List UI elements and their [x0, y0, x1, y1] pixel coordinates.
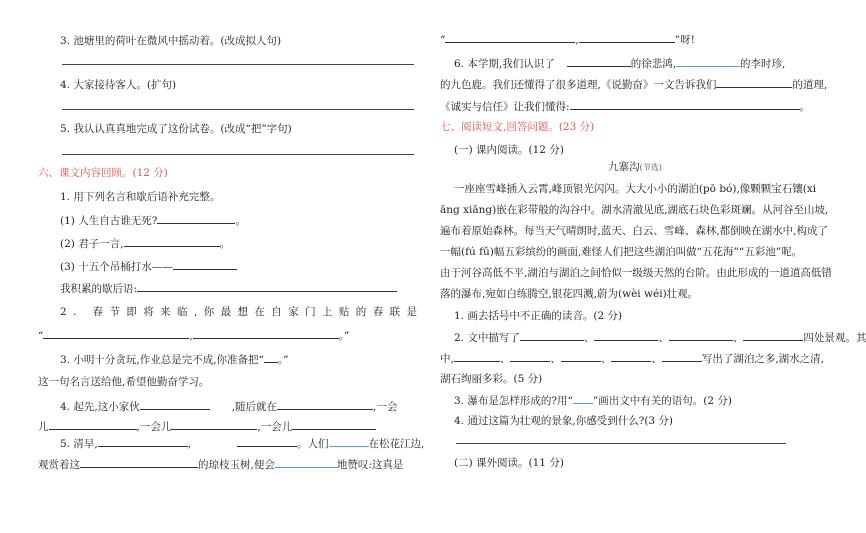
blank-r2-8[interactable] — [611, 351, 651, 362]
blank-s1a[interactable] — [157, 213, 235, 224]
reading-q3 — [454, 393, 732, 408]
passage-line-5: 由于河谷高低不平,湖泊与湖泊之间恰似一级级天然的台阶。由此形成的一道道高低错 — [440, 267, 832, 279]
sub-question-1d — [60, 281, 397, 296]
s5-c: 。人们 — [297, 438, 329, 450]
sub-question-1c — [60, 259, 237, 274]
sub-question-4-line2 — [38, 419, 376, 434]
cont-end: ”呀! — [674, 34, 695, 46]
r2-a: 2. 文中描写了 — [454, 332, 520, 344]
r2-b: 四处景观。其 — [803, 332, 866, 344]
blank-s4-4[interactable] — [171, 419, 257, 430]
blank-r2-2[interactable] — [594, 330, 658, 341]
passage-line-3: 遍布着原始森林。每当天气晴朗时,蓝天、白云、雪峰、森林,都倒映在湖水中,构成了 — [440, 225, 829, 237]
blank-cont-1[interactable] — [445, 32, 575, 43]
blank-r2-6[interactable] — [510, 351, 550, 362]
s5-a: 5. 清早, — [60, 438, 98, 450]
passage-title — [440, 160, 830, 175]
continued-couplet: “ , ”呀! — [440, 34, 695, 46]
sub-section-2: (二) 课外阅读。(11 分) — [454, 457, 564, 469]
blank-s4-5[interactable] — [292, 419, 376, 430]
answer-line-q4[interactable] — [62, 109, 414, 110]
s3-text: 3. 小明十分贪玩,作业总是完不成,你准备把“ — [60, 354, 264, 366]
s1c-text: (3) 十五个吊桶打水—— — [60, 261, 173, 273]
passage-note: (节选) — [639, 163, 662, 172]
r2-d: 写出了湖泊之多,湖水之清, — [701, 353, 825, 365]
question-5: 5. 我认认真真地完成了这份试卷。(改成“把”字句) — [60, 123, 292, 135]
blank-s1b[interactable] — [124, 236, 220, 247]
q6-c: 的李时珍, — [740, 58, 786, 70]
sub-question-1: 1. 用下列名言和歇后语补充完整。 — [60, 191, 221, 203]
blank-r2-7[interactable] — [561, 351, 601, 362]
question-4: 4. 大家接待客人。(扩句) — [60, 79, 177, 91]
reading-q4: 4. 通过这篇为壮观的景象,你感受到什么?(3 分) — [454, 415, 674, 427]
blank-r2-4[interactable] — [743, 330, 803, 341]
reading-q2-line3: 湖石绚丽多彩。(5 分) — [440, 373, 543, 385]
sub-section-1: (一) 课内阅读。(12 分) — [454, 144, 564, 156]
answer-line-q3[interactable] — [62, 64, 414, 65]
blank-s1d[interactable] — [137, 281, 397, 292]
answer-line-r4[interactable] — [456, 443, 786, 444]
passage-line-1: 一座座雪峰插入云霄,峰顶银光闪闪。大大小小的湖泊(pō bó),像颗颗宝石镶(xi — [454, 183, 817, 195]
blank-s5-2[interactable] — [237, 436, 297, 447]
s1b-text: (2) 君子一言, — [60, 238, 124, 250]
passage-line-4: 一幅(fú fǔ)幅五彩缤纷的画面,难怪人们把这些湖泊叫做“五花海”“五彩池”呢。 — [440, 246, 803, 258]
passage-line-6: 落的瀑布,宛如白练腾空,银花四溅,蔚为(wèi wéi)壮观。 — [440, 288, 699, 300]
s1a-text: (1) 人生自古谁无死? — [60, 215, 158, 227]
q6-e: 的道理, — [792, 79, 828, 91]
reading-q2-line2: 中, 、 、 、 、 写出了湖泊之多,湖水之清, — [440, 353, 825, 365]
s4-d: 儿 — [38, 421, 49, 433]
s5-f: 的琼枝玉树,便会 — [198, 459, 275, 471]
passage-line-2: āng xiāng)嵌在彩带般的沟谷中。湖水清澈见底,湖底石块色彩斑斓。从河谷至山坡, — [440, 204, 829, 216]
question-3: 3. 池塘里的荷叶在微风中摇动着。(改成拟人句) — [60, 35, 282, 47]
blank-s5-1[interactable] — [98, 436, 188, 447]
blank-q6-4[interactable] — [570, 99, 800, 110]
s5-e: 观赏着这 — [38, 459, 80, 471]
blank-q6-2[interactable] — [676, 56, 740, 67]
s4-b: ,随后就在 — [231, 401, 278, 413]
q6-b: 的徐悲鸿, — [630, 58, 677, 70]
blank-r2-3[interactable] — [669, 330, 733, 341]
s4-e: ,一会儿 — [136, 421, 172, 433]
passage-title-text: 九寨沟 — [608, 161, 640, 173]
blank-couplet-1[interactable] — [43, 328, 189, 339]
sub-question-2: 2. 春节即将来临,你最想在自家门上贴的春联是 — [60, 306, 424, 318]
blank-q6-1[interactable] — [567, 56, 631, 67]
s5-b: , — [187, 438, 192, 450]
s1d-text: 我积累的歇后语: — [60, 283, 138, 295]
blank-s4-3[interactable] — [49, 419, 137, 430]
question-6-line2 — [440, 77, 827, 92]
sub-question-1b: (2) 君子一言, 。 — [60, 238, 231, 250]
s4-f: ,一会儿 — [257, 421, 293, 433]
blank-r2-5[interactable] — [454, 351, 500, 362]
q6-d: 的九色鹿。我们还懂得了很多道理,《说勤奋》一文告诉我们 — [440, 79, 717, 91]
question-6-line3: 《诚实与信任》让我们懂得: 。 — [440, 101, 811, 113]
blank-r2-9[interactable] — [662, 351, 702, 362]
blank-cont-2[interactable] — [579, 32, 675, 43]
blank-couplet-2[interactable] — [193, 328, 339, 339]
sub-question-2-answer: “ , 。” — [38, 330, 350, 342]
blank-s5-5[interactable] — [275, 457, 337, 468]
answer-line-q5[interactable] — [62, 154, 414, 155]
blank-s4-2[interactable] — [277, 399, 373, 410]
sub-question-4 — [60, 399, 397, 414]
blank-r3[interactable] — [573, 393, 593, 404]
s5-d: 在松花江边, — [368, 438, 425, 450]
blank-s5-3[interactable] — [329, 436, 369, 447]
r3-b: ”画出文中有关的语句。(2 分) — [592, 395, 732, 407]
section-6-title: 六、课文内容回顾。(12 分) — [38, 167, 168, 179]
s5-g: 地赞叹:这真是 — [336, 459, 404, 471]
sub-question-1a: (1) 人生自古谁无死? 。 — [60, 215, 246, 227]
sub-question-3-line2: 这一句名言送给他,希望他勤奋学习。 — [38, 376, 210, 388]
blank-s3[interactable] — [264, 352, 278, 363]
blank-q6-3[interactable] — [716, 77, 792, 88]
r3-a: 3. 瀑布是怎样形成的?用“ — [454, 395, 573, 407]
q6-a: 6. 本学期,我们认识了 — [454, 58, 555, 70]
blank-s5-4[interactable] — [80, 457, 198, 468]
section-7-title: 七、阅读短文,回答问题。(23 分) — [440, 121, 595, 133]
reading-q2: 2. 文中描写了 、 、 、 四处景观。其 — [454, 332, 866, 344]
blank-s4-1[interactable] — [140, 399, 210, 410]
sub-question-5-line2 — [38, 457, 403, 472]
blank-s1c[interactable] — [173, 259, 237, 270]
r2-c: 中, — [440, 353, 454, 365]
blank-r2-1[interactable] — [520, 330, 584, 341]
question-6 — [454, 56, 785, 71]
sub-question-3: 3. 小明十分贪玩,作业总是完不成,你准备把“ 。” — [60, 354, 289, 366]
q6-f: 《诚实与信任》让我们懂得: — [440, 101, 570, 113]
reading-q1: 1. 画去括号中不正确的读音。(2 分) — [454, 310, 623, 322]
sub-question-5 — [60, 436, 424, 451]
s4-a: 4. 起先,这小家伙 — [60, 401, 140, 413]
s4-c: ,一会 — [373, 401, 398, 413]
